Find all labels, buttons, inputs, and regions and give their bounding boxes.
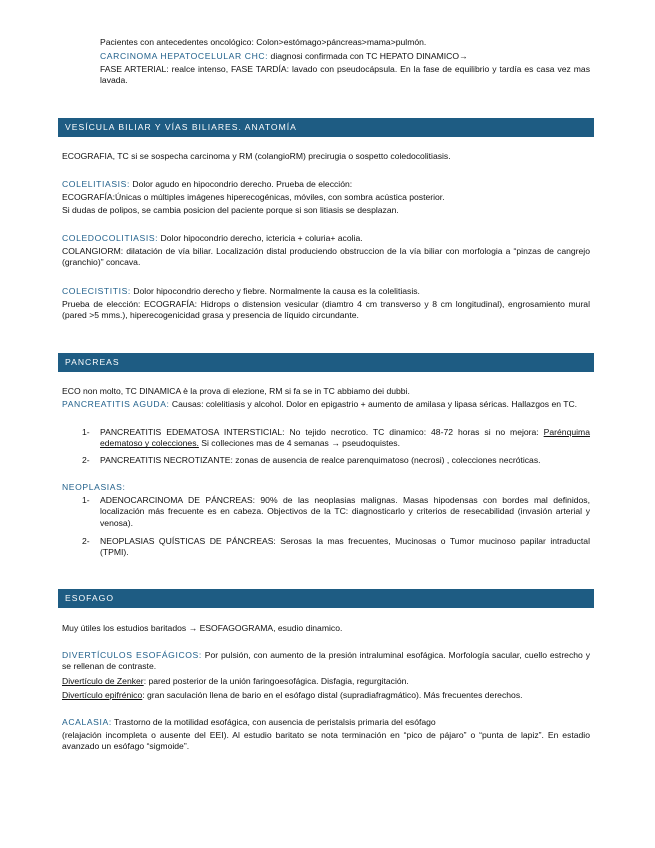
section-title-vesicula: VESÍCULA BILIAR Y VÍAS BILIARES. ANATOMÍA [65, 122, 297, 132]
fase-text: realce intenso, FASE TARDÍA: lavado con pseudocápsula. En la fase de equilibrio y tardía es casa vez mas lavada. [100, 64, 590, 86]
colelitiasis-label: COLELITIASIS: [62, 179, 130, 189]
pancreatitis-aguda-text: Causas: colelitiasis y alcohol. Dolor en epigastrio + aumento de amilasa y lipasa séricas. Hallazgos en TC. [169, 399, 578, 409]
section-header-pancreas [58, 353, 594, 372]
item1-text-a: PANCREATITIS EDEMATOSA INTERSTICIAL: No tejido necrotico. TC dinamico: 48-72 horas si no mejora: [100, 427, 544, 437]
epifrenico-paragraph [62, 690, 590, 701]
diverticulos-label: DIVERTÍCULOS ESOFÁGICOS: [62, 650, 202, 660]
acalasia-text: Trastorno de la motilidad esofágica, con ausencia de peristalsis primaria del esófago [111, 717, 436, 727]
chc-label: CARCINOMA HEPATOCELULAR CHC: [100, 51, 269, 61]
diverticulos-text: Por pulsión, con aumento de la presión intraluminal esofágica. Morfología sacular, cuello estrecho y se rellenan de contraste. [62, 650, 591, 672]
intro-fase-paragraph [100, 64, 590, 87]
section-title-esofago: ESOFAGO [65, 593, 115, 603]
list-item-2-number: 2- [82, 455, 90, 465]
intro-line-1: Pacientes con antecedentes oncológico: Colon>estómago>páncreas>mama>pulmón. [100, 37, 427, 47]
pancreas-eco: ECO non molto, TC DINAMICA è la prova di elezione, RM si fa se in TC abbiamo dei dubbi. [62, 386, 410, 396]
acalasia-line [62, 717, 436, 728]
chc-text: diagnosi confirmada con TC HEPATO DINAMICO→ [268, 51, 468, 61]
neoplasias-label-text: NEOPLASIAS: [62, 482, 126, 492]
section-header-esofago [58, 589, 594, 608]
zenker-text: : pared posterior de la unión faringoesofágica. Disfagia, regurgitación. [143, 676, 409, 686]
coledoco-label: COLEDOCOLITIASIS: [62, 233, 159, 243]
pancreatitis-aguda-label: PANCREATITIS AGUDA: [62, 399, 170, 409]
coledoco-line [62, 233, 363, 244]
colecistitis-paragraph: Prueba de elección: ECOGRAFÍA: Hidrops o distension vesicular (diamtro 4 cm transverso y 8 cm longitudinal), engrosamiento mural (pared >5 mms.), hiperecogenicidad grasa y presencia de líquido circundante. [62, 299, 590, 321]
fase-label: FASE ARTERIAL: [100, 64, 169, 74]
intro-chc-line [100, 51, 468, 62]
colecistitis-text: Dolor hipocondrio derecho y fiebre. Normalmente la causa es la colelitiasis. [130, 286, 420, 296]
vesicula-eco: ECOGRAFIA, TC si se sospecha carcinoma y RM (colangioRM) precirugia o sospetto coledocolitiasis. [62, 151, 451, 161]
section-title-pancreas: PANCREAS [65, 357, 120, 367]
neo-item-2-number: 2- [82, 536, 90, 546]
section-header-vesicula [58, 118, 594, 137]
item1-underlined: Parénquima edematoso y colecciones. [100, 427, 590, 449]
colelitiasis-text: Dolor agudo en hipocondrio derecho. Prueba de elección: [129, 179, 353, 189]
neo-item-1: ADENOCARCINOMA DE PÁNCREAS: 90% de las neoplasias malignas. Masas hipodensas con bordes mal definidos, localización más frecuente es en cabeza. Objectivos de la TC: diagnosticarlo y criterios de resecabilidad (invasión arterial y venosa). [100, 495, 590, 528]
acalasia-label: ACALASIA: [62, 717, 112, 727]
diverticulos-paragraph [62, 650, 590, 673]
list-item-2: PANCREATITIS NECROTIZANTE: zonas de ausencia de realce parenquimatoso (necrosi) , colecciones necróticas. [100, 455, 541, 465]
colecistitis-label: COLECISTITIS: [62, 286, 131, 296]
colelitiasis-line-2: ECOGRAFÍA:Únicas o múltiples imágenes hiperecogénicas, móviles, con sombra acústica posterior. [62, 192, 445, 202]
zenker-label: Divertículo de Zenker [62, 676, 144, 686]
neo-item-2: NEOPLASIAS QUÍSTICAS DE PÁNCREAS: Serosas la mas frecuentes, Mucinosas o Tumor mucinoso papilar intraductal (TPMI). [100, 536, 590, 558]
colelitiasis-line-3: Si dudas de polipos, se cambia posicion del paciente porque si son litiasis se desplazan. [62, 205, 399, 215]
colelitiasis-line [62, 179, 352, 190]
neo-item-1-number: 1- [82, 495, 90, 505]
epifrenico-label: Divertículo epifrénico [62, 690, 143, 700]
item1-text-b: Si colleciones mas de 4 semanas → pseudoquistes. [198, 438, 400, 449]
coledoco-text: Dolor hipocondrio derecho, ictericia + coluria+ acolia. [158, 233, 363, 243]
colecistitis-line [62, 286, 420, 297]
list-item-1-number: 1- [82, 427, 90, 437]
epifrenico-text: : gran saculación llena de bario en el esófago distal (supradiafragmático). Más frecuentes derechos. [142, 690, 523, 700]
neoplasias-label [62, 482, 125, 493]
pancreatitis-aguda-paragraph [62, 399, 590, 410]
esofago-intro: Muy útiles los estudios baritados → ESOFAGOGRAMA, esudio dinamico. [62, 623, 343, 633]
acalasia-paragraph: (relajación incompleta o ausente del EEI). Al estudio baritato se nota terminación en “pico de pájaro” o “punta de lapiz”. En estadio avanzado un esófago “sigmoide”. [62, 730, 590, 752]
list-item-1 [100, 427, 590, 450]
coledoco-paragraph: COLANGIORM: dilatación de vía biliar. Localización distal produciendo obstruccion de la vía biliar con morfologia a “pinzas de cangrejo (granchio)” concava. [62, 246, 590, 268]
zenker-line [62, 676, 409, 687]
